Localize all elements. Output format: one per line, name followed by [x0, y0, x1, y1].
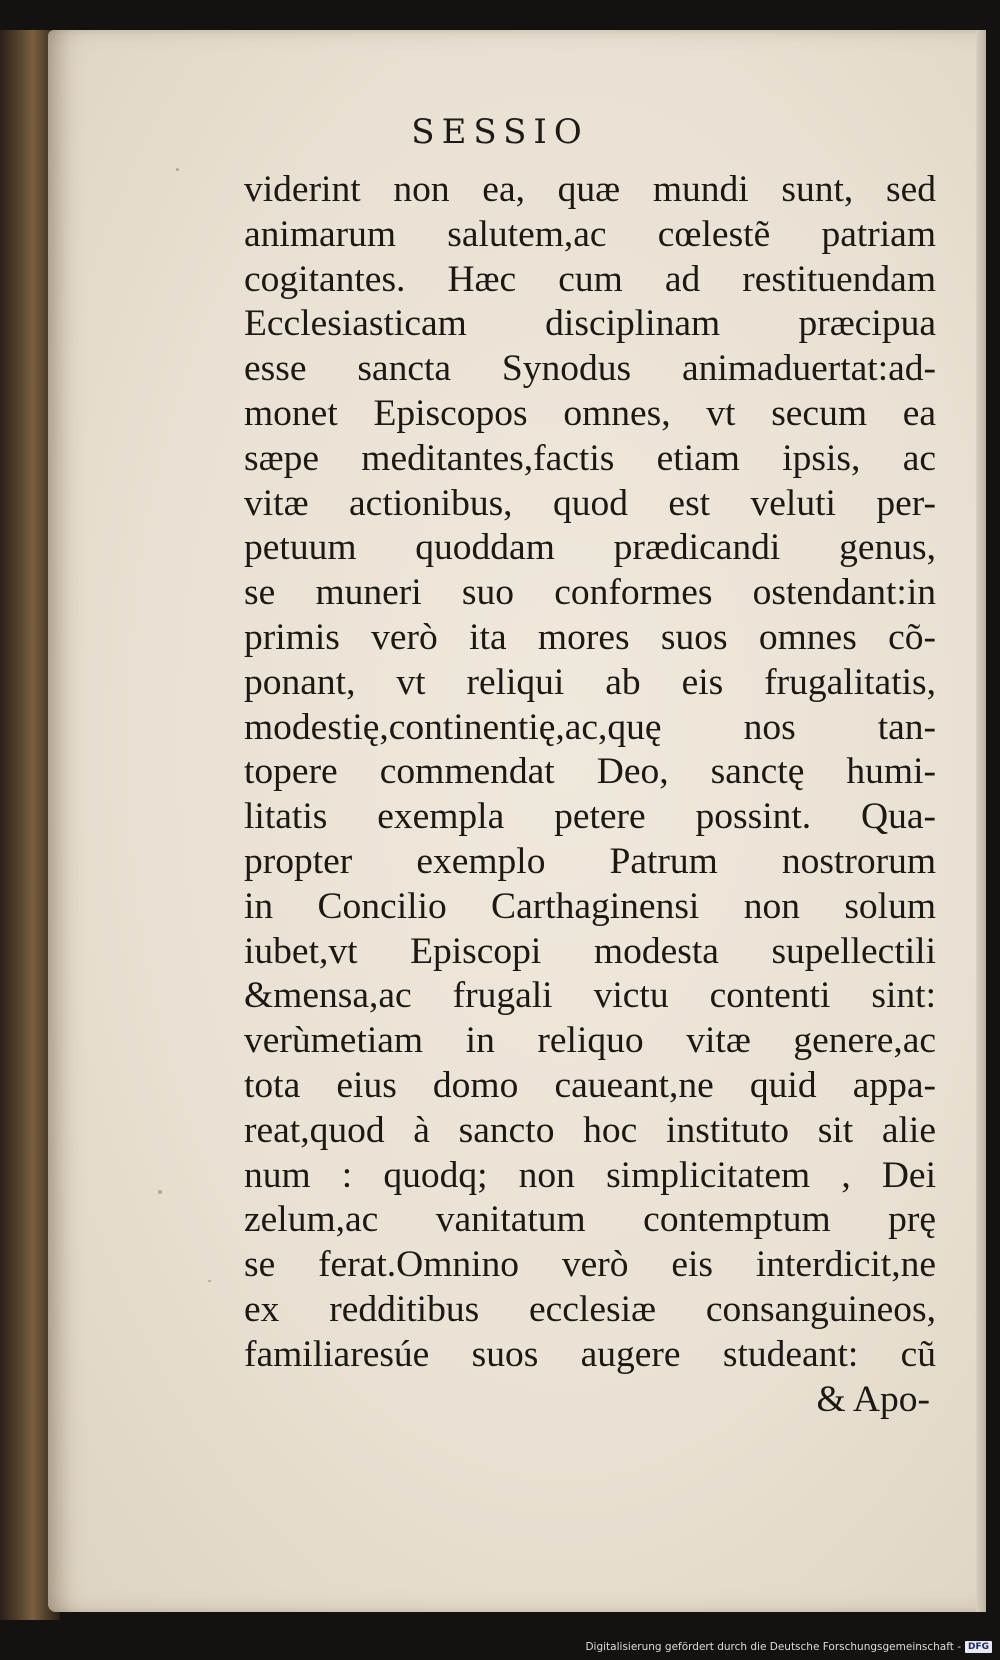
text-line: ex redditibus ecclesiæ consanguineos, — [244, 1288, 936, 1330]
text-line: Ecclesiasticam disciplinam præcipua — [244, 303, 936, 345]
text-line: monet Episcopos omnes, vt secum ea — [244, 392, 936, 434]
text-line: reat,quod à sancto hoc instituto sit alie — [244, 1109, 936, 1151]
text-line: se muneri suo conformes ostendant:in — [244, 572, 936, 614]
text-line: ponant, vt reliqui ab eis frugalitatis, — [244, 661, 936, 703]
text-line: verùmetiam in reliquo vitæ genere,ac — [244, 1020, 936, 1062]
text-line: se ferat.Omnino verò eis interdicit,ne — [244, 1244, 936, 1286]
text-line: topere commendat Deo, sanctę humi- — [244, 751, 936, 793]
text-line: iubet,vt Episcopi modesta supellectili — [244, 930, 936, 972]
text-line: esse sancta Synodus animaduertat:ad- — [244, 348, 936, 390]
text-line: vitæ actionibus, quod est veluti per- — [244, 482, 936, 524]
dfg-logo: DFG — [965, 1641, 992, 1653]
text-line: petuum quoddam prædicandi genus, — [244, 527, 936, 569]
digitization-credit — [585, 1641, 992, 1653]
text-line: familiaresúe suos augere studeant: cũ — [244, 1333, 936, 1375]
text-line: &mensa,ac frugali victu contenti sint: — [244, 975, 936, 1017]
paper-speck — [158, 1190, 162, 1194]
text-line: cogitantes. Hæc cum ad restituendam — [244, 258, 936, 300]
text-line: animarum salutem,ac cœlestẽ patriam — [244, 213, 936, 255]
text-line: propter exemplo Patrum nostrorum — [244, 840, 936, 882]
text-line: sæpe meditantes,factis etiam ipsis, ac — [244, 437, 936, 479]
body-text — [244, 168, 936, 1422]
text-line: litatis exempla petere possint. Qua- — [244, 796, 936, 838]
text-line: num : quodq; non simplicitatem , Dei — [244, 1154, 936, 1196]
running-head: SESSIO — [411, 112, 589, 152]
catchword: & Apo- — [816, 1378, 930, 1420]
text-line: viderint non ea, quæ mundi sunt, sed — [244, 169, 936, 210]
text-line: zelum,ac vanitatum contemptum prę — [244, 1199, 936, 1241]
page-edge — [976, 30, 986, 1612]
paper-speck — [176, 168, 179, 171]
text-line: primis verò ita mores suos omnes cõ- — [244, 616, 936, 658]
text-line: modestię,continentię,ac,quę nos tan- — [244, 706, 936, 748]
paper-speck — [208, 1280, 211, 1282]
text-line: tota eius domo caueant,ne quid appa- — [244, 1064, 936, 1106]
text-line: in Concilio Carthaginensi non solum — [244, 885, 936, 927]
credit-text: Digitalisierung gefördert durch die Deutsche Forschungsgemeinschaft - — [585, 1641, 961, 1653]
